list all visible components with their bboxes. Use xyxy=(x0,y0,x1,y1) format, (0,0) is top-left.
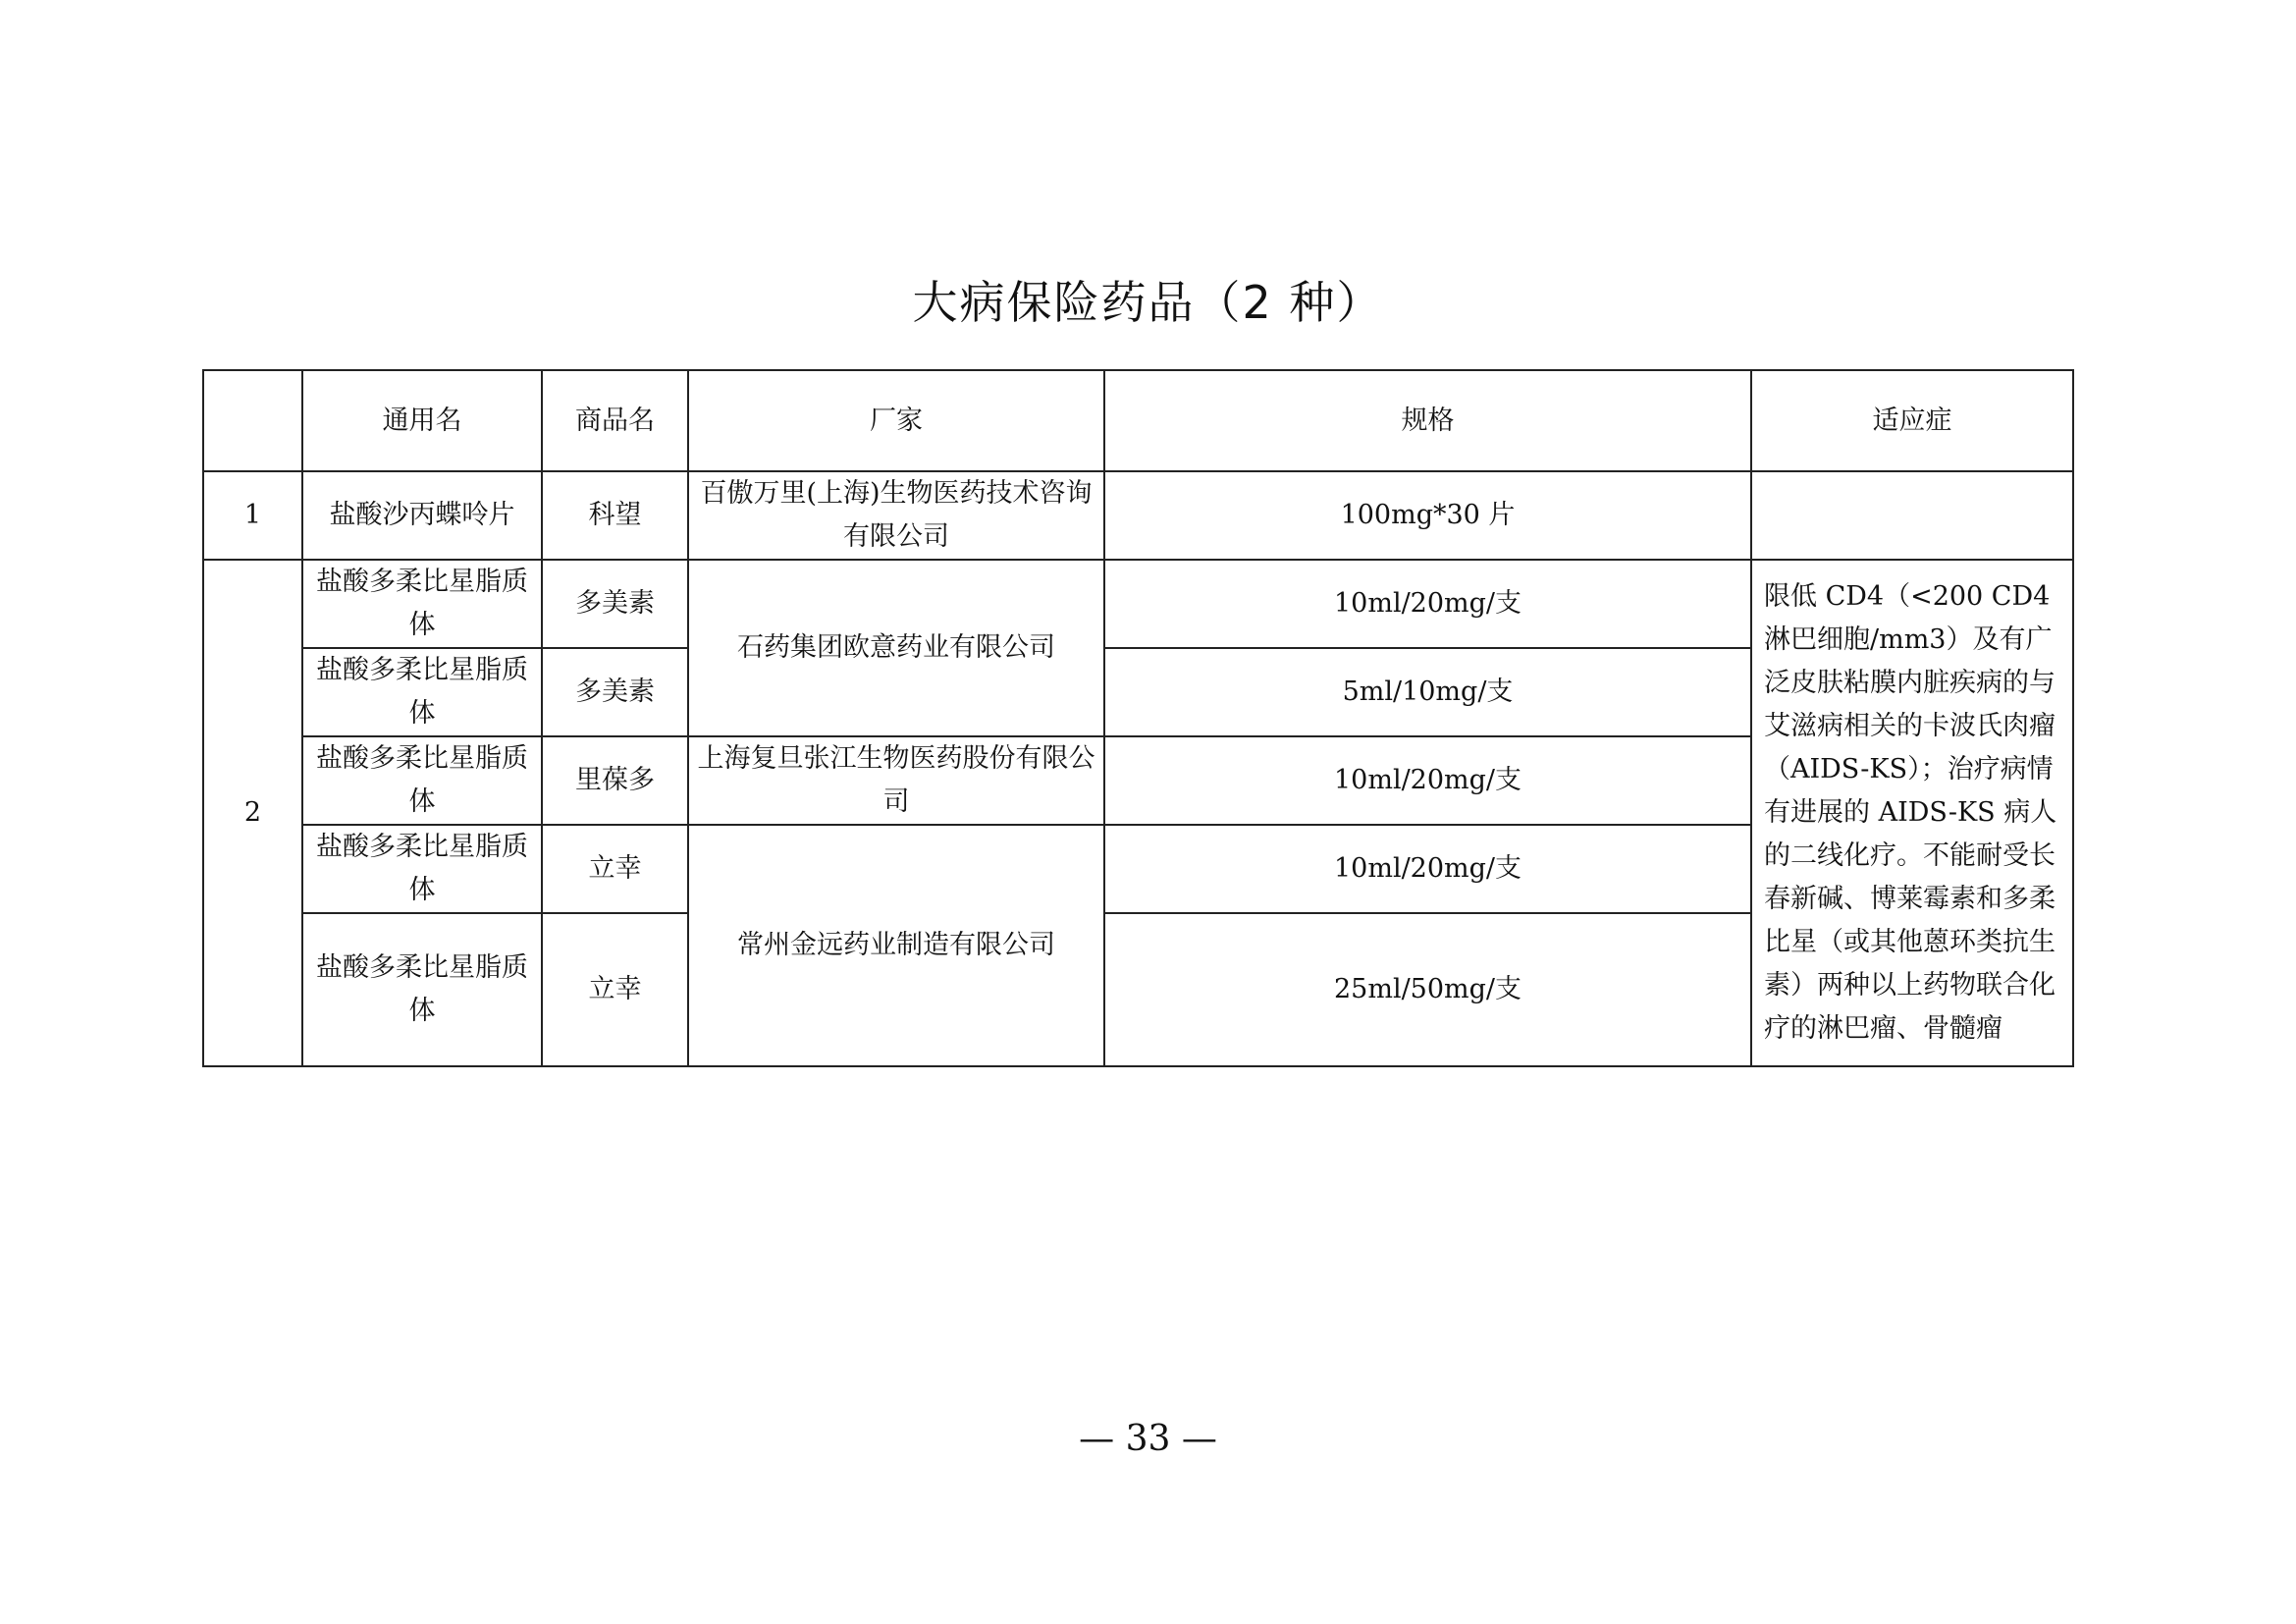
brand-name-cell: 立幸 xyxy=(542,825,688,913)
generic-name-cell: 盐酸多柔比星脂质体 xyxy=(302,825,542,913)
table-row xyxy=(203,560,2073,648)
table-header-row xyxy=(203,370,2073,471)
manufacturer-cell: 百傲万里(上海)生物医药技术咨询有限公司 xyxy=(688,471,1104,560)
drug-table xyxy=(202,369,2074,1067)
row-number: 1 xyxy=(203,471,302,560)
specification-cell: 25ml/50mg/支 xyxy=(1104,913,1751,1066)
specification-cell: 100mg*30 片 xyxy=(1104,471,1751,560)
generic-name-cell: 盐酸沙丙蝶呤片 xyxy=(302,471,542,560)
manufacturer-cell: 上海复旦张江生物医药股份有限公司 xyxy=(688,736,1104,825)
header-cell-manufacturer: 厂家 xyxy=(688,370,1104,471)
generic-name-cell: 盐酸多柔比星脂质体 xyxy=(302,913,542,1066)
header-cell-indication: 适应症 xyxy=(1751,370,2073,471)
indication-cell: 限低 CD4（<200 CD4 淋巴细胞/mm3）及有广泛皮肤粘膜内脏疾病的与艾滋病相关的卡波氏肉瘤（AIDS-KS）；治疗病情有进展的 AIDS-KS 病人的二线化疗。不能耐受长春新碱、博莱霉素和多柔比星（或其他蒽环类抗生素）两种以上药物联合化疗的淋巴瘤、骨髓瘤 xyxy=(1751,560,2073,1066)
indication-cell xyxy=(1751,471,2073,560)
header-cell-index xyxy=(203,370,302,471)
brand-name-cell: 里葆多 xyxy=(542,736,688,825)
manufacturer-cell: 常州金远药业制造有限公司 xyxy=(688,825,1104,1066)
generic-name-cell: 盐酸多柔比星脂质体 xyxy=(302,560,542,648)
generic-name-cell: 盐酸多柔比星脂质体 xyxy=(302,648,542,736)
table-row xyxy=(203,471,2073,560)
manufacturer-cell: 石药集团欧意药业有限公司 xyxy=(688,560,1104,736)
specification-cell: 10ml/20mg/支 xyxy=(1104,736,1751,825)
specification-cell: 5ml/10mg/支 xyxy=(1104,648,1751,736)
page-number: — 33 — xyxy=(1079,1419,1217,1459)
header-cell-specification: 规格 xyxy=(1104,370,1751,471)
header-cell-brand-name: 商品名 xyxy=(542,370,688,471)
row-number: 2 xyxy=(203,560,302,1066)
specification-cell: 10ml/20mg/支 xyxy=(1104,560,1751,648)
generic-name-cell: 盐酸多柔比星脂质体 xyxy=(302,736,542,825)
page-title: 大病保险药品（2 种） xyxy=(912,276,1384,329)
brand-name-cell: 立幸 xyxy=(542,913,688,1066)
specification-cell: 10ml/20mg/支 xyxy=(1104,825,1751,913)
header-cell-generic-name: 通用名 xyxy=(302,370,542,471)
brand-name-cell: 多美素 xyxy=(542,560,688,648)
brand-name-cell: 科望 xyxy=(542,471,688,560)
brand-name-cell: 多美素 xyxy=(542,648,688,736)
